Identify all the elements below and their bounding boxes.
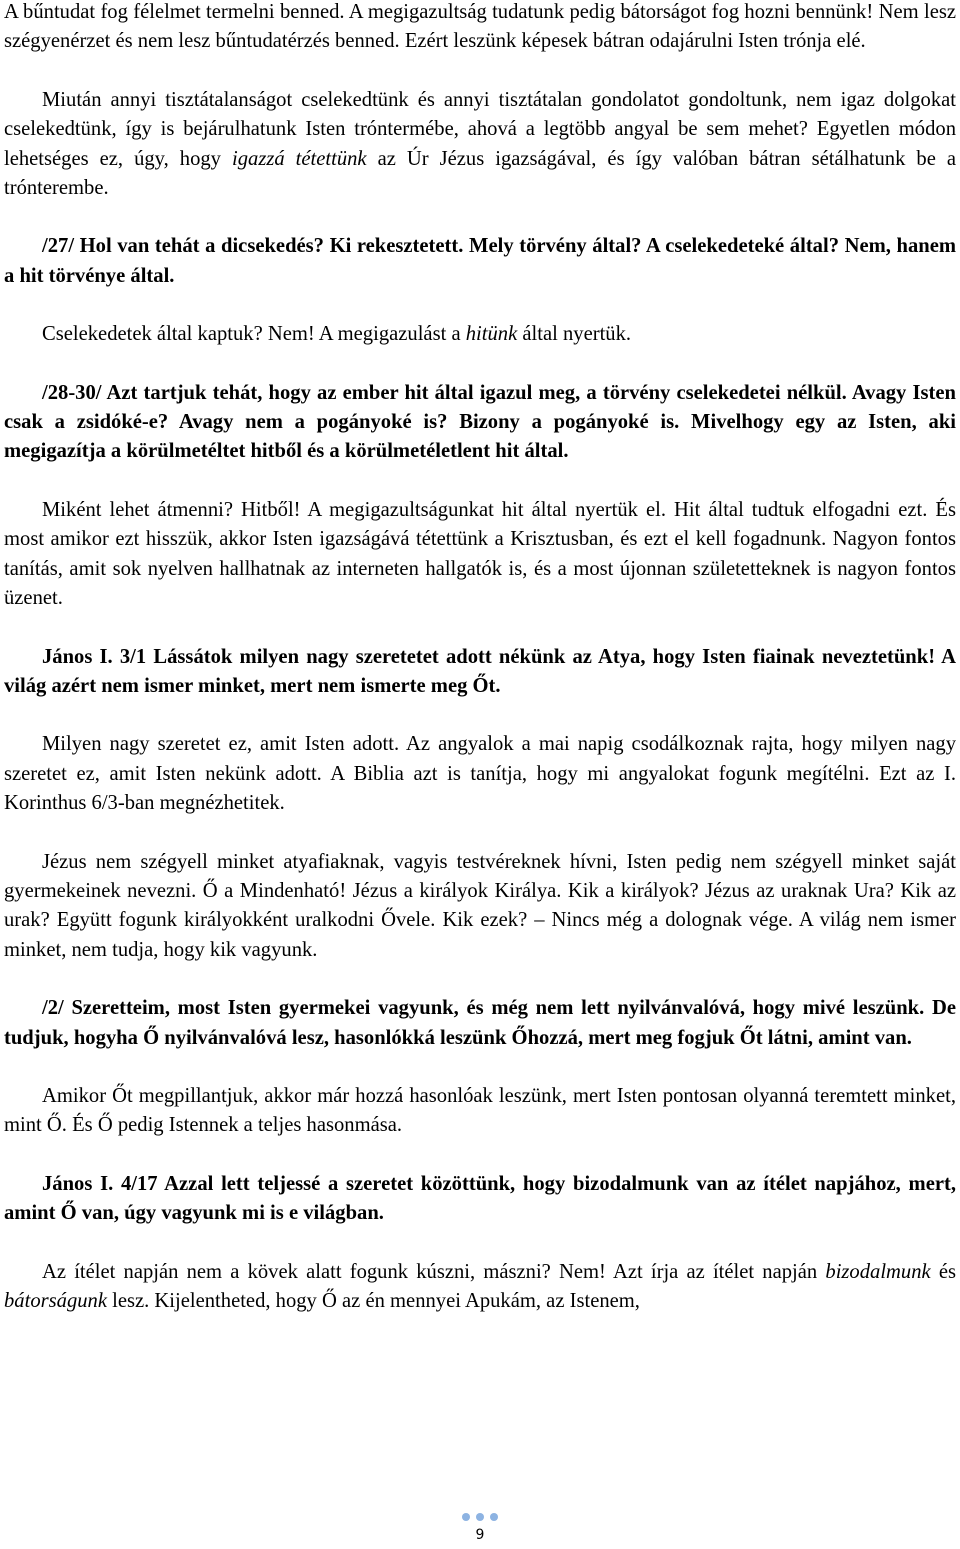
text-run: lesz. Kijelentheted, hogy Ő az én mennyei Apukám, az Istenem, [106,1290,640,1312]
emphasis-text: hitünk [465,323,518,346]
paragraph: Miként lehet átmenni? Hitből! A megigazultságunkat hit által nyertük el. Hit által tudtuk elfogadni ezt. És most amikor ezt hisszük, akkor Isten igazságává tétettünk a Krisztusban, és ezt el kell fogadnunk. Nagyon fontos tanítás, amit sok nyelven hallhatnak az interneten hallgatók is, és a most újonnan születetteknek is nagyon fontos üzenet. [4,498,956,610]
page-number: 9 [475,1527,485,1543]
document-page [4,0,956,1345]
dot-icon [476,1513,484,1521]
page-footer [0,1513,960,1544]
paragraph: A bűntudat fog félelmet termelni benned. A megigazultság tudatunk pedig bátorságot fog hozni bennünk! Nem lesz szégyenérzet és nem lesz bűntudatérzés benned. Ezért leszünk képesek bátran odajárulni Isten trónja elé. [4,1,956,53]
text-run: Miután annyi tisztátalanságot cselekedtünk és annyi tisztátalan gondolatot gondoltunk, nem igaz dolgokat cselekedtünk, így is bejárulhatunk Isten tróntermébe, ahová a legtöbb angyal be sem mehet? Egyetlen módon lehetséges ez, úgy, hogy [4,88,956,170]
emphasis-text: bátorságunk [4,1290,107,1312]
scripture-quote: /2/ Szeretteim, most Isten gyermekei vagyunk, és még nem lett nyilvánvalóvá, hogy mivé leszünk. De tudjuk, hogyha Ő nyilvánvalóvá lesz, hasonlókká leszünk Őhozzá, mert meg fogjuk Őt látni, amint van. [4,997,956,1049]
scripture-quote: János I. 3/1 Lássátok milyen nagy szeretetet adott nékünk az Atya, hogy Isten fiainak neveztetünk! A világ azért nem ismer minket, mert nem ismerte meg Őt. [4,645,956,697]
scripture-quote: János I. 4/17 Azzal lett teljessé a szeretet közöttünk, hogy bizodalmunk van az ítélet napjához, mert, amint Ő van, úgy vagyunk mi is e világban. [4,1172,956,1225]
emphasis-text: igazzá tétettünk [232,147,367,170]
text-run: és [930,1260,956,1283]
dot-icon [462,1513,470,1521]
footer-dots-ornament [0,1513,960,1521]
paragraph [4,86,956,204]
emphasis-text: bizodalmunk [825,1260,931,1283]
dot-icon [490,1513,498,1521]
paragraph [4,1258,956,1317]
paragraph: Jézus nem szégyell minket atyafiaknak, vagyis testvéreknek hívni, Isten pedig nem szégyell minket saját gyermekeinek nevezni. Ő a Mindenható! Jézus a királyok Királya. Kik a királyok? Jézus az uraknak Ura? Kik az urak? Együtt fogunk királyokként uralkodni Ővele. Kik ezek? – Nincs még a dolognak vége. A világ nem ismer minket, nem tudja, hogy kik vagyunk. [4,850,956,961]
text-run: Cselekedetek által kaptuk? Nem! A megigazulást a [42,323,466,346]
scripture-quote: /27/ Hol van tehát a dicsekedés? Ki rekesztetett. Mely törvény által? A cselekedeteké által? Nem, hanem a hit törvénye által. [4,235,956,287]
paragraph: Amikor Őt megpillantjuk, akkor már hozzá hasonlóak leszünk, mert Isten pontosan olyanná teremtett minket, mint Ő. És Ő pedig Istennek a teljes hasonmása. [4,1084,956,1137]
paragraph [4,320,956,349]
text-run: az Úr Jézus igazságával, és így valóban bátran sétálhatunk be a trónterembe. [4,147,956,200]
scripture-quote: /28-30/ Azt tartjuk tehát, hogy az ember hit által igazul meg, a törvény cselekedetei nélkül. Avagy Isten csak a zsidóké-e? Avagy nem a pogányoké is? Bizony a pogányoké is. Mivelhogy egy az Isten, aki megigazítja a körülmetéltet hitből és a körülmetéletlent hit által. [4,381,956,463]
text-run: által nyertük. [517,323,632,346]
text-run: Az ítélet napján nem a kövek alatt fogunk kúszni, mászni? Nem! Azt írja az ítélet napján [42,1260,826,1283]
paragraph: Milyen nagy szeretet ez, amit Isten adott. Az angyalok a mai napig csodálkoznak rajta, hogy milyen nagy szeretet ez, amit Isten nekünk adott. A Biblia azt is tanítja, hogy mi angyalokat fogunk megítélni. Ezt az I. Korinthus 6/3-ban megnézhetitek. [4,733,956,815]
